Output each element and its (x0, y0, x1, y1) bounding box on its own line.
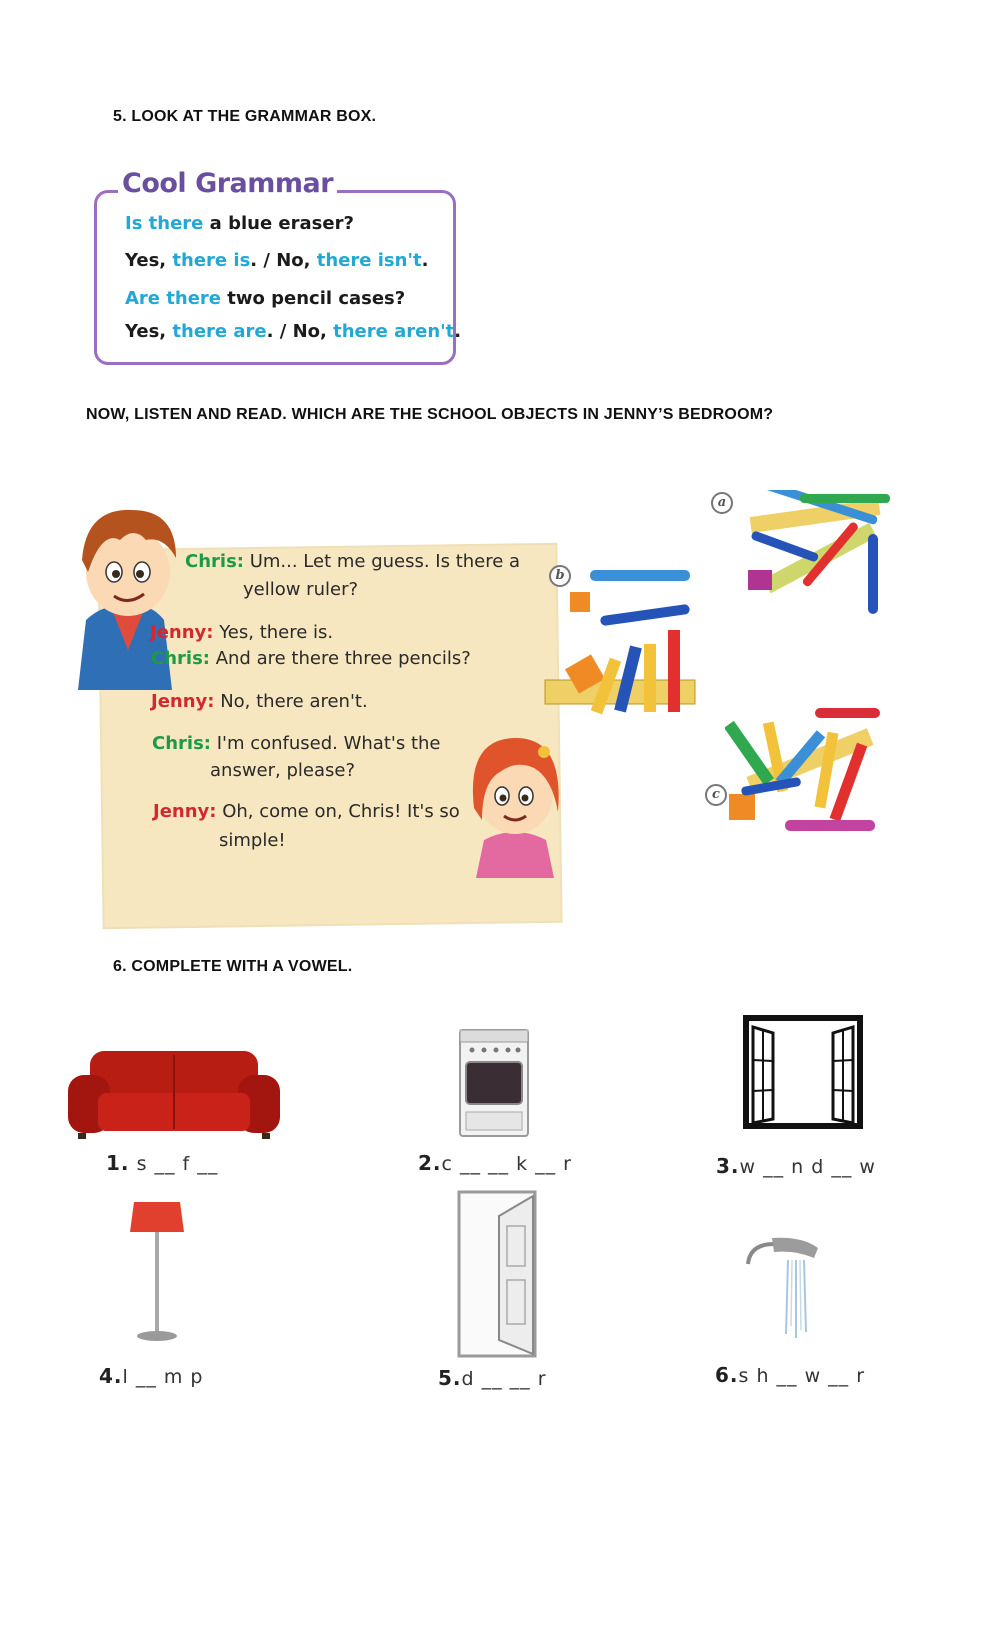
jenny-character-image (460, 728, 570, 878)
option-b-school-objects-image (540, 560, 705, 730)
item-2-cooker-pattern (418, 1151, 572, 1175)
speaker-jenny: Jenny: (151, 691, 215, 712)
door-image (455, 1190, 540, 1360)
word-blanks: w __ n d __ w (739, 1156, 876, 1178)
grammar-keyword: there isn't (316, 250, 422, 271)
word-blanks: d __ __ r (461, 1368, 547, 1390)
shower-image (744, 1234, 824, 1342)
word-blanks: s h __ w __ r (738, 1365, 866, 1387)
dialogue-line-3 (151, 648, 471, 669)
speaker-chris: Chris: (185, 551, 244, 572)
dialogue-text: Um... Let me guess. Is there a (243, 551, 521, 572)
grammar-text: Yes, (125, 321, 173, 342)
grammar-line-3 (125, 288, 405, 309)
option-a-school-objects-image (740, 490, 900, 630)
grammar-keyword: Are there (125, 288, 221, 309)
dialogue-line-5 (152, 733, 440, 754)
window-image (743, 1015, 863, 1129)
dialogue-line-2 (150, 622, 333, 643)
option-c-school-objects-image (725, 702, 890, 852)
option-c-label: c (705, 784, 727, 806)
word-blanks: c __ __ k __ r (441, 1153, 572, 1175)
grammar-line-4 (125, 321, 461, 342)
speaker-chris: Chris: (152, 733, 211, 754)
listen-read-instruction: NOW, LISTEN AND READ. WHICH ARE THE SCHOOL OBJECTS IN JENNY’S BEDROOM? (86, 406, 774, 423)
dialogue-line-1 (185, 551, 520, 572)
dialogue-text: No, there aren't. (214, 691, 368, 712)
grammar-keyword: there is (172, 250, 251, 271)
dialogue-line-1-cont: yellow ruler? (243, 579, 359, 600)
grammar-text: . / No, (266, 321, 334, 342)
word-blanks: s __ f __ (136, 1153, 219, 1175)
item-number: 3. (716, 1154, 740, 1178)
item-1-sofa-pattern (106, 1151, 218, 1175)
grammar-text: a blue eraser? (203, 213, 354, 234)
dialogue-text: Yes, there is. (213, 622, 334, 643)
grammar-line-1 (125, 213, 354, 234)
dialogue-line-6 (153, 801, 460, 822)
speaker-jenny: Jenny: (153, 801, 217, 822)
grammar-text: . / No, (250, 250, 317, 271)
grammar-keyword: there are (172, 321, 267, 342)
speaker-jenny: Jenny: (150, 622, 214, 643)
grammar-keyword: Is there (125, 213, 204, 234)
speaker-chris: Chris: (151, 648, 210, 669)
section-5-heading: 5. LOOK AT THE GRAMMAR BOX. (113, 108, 377, 125)
word-blanks: l __ m p (122, 1366, 204, 1388)
grammar-keyword: there aren't (333, 321, 455, 342)
section-6-heading: 6. COMPLETE WITH A VOWEL. (113, 958, 353, 975)
dialogue-line-5-cont: answer, please? (210, 760, 355, 781)
item-6-shower-pattern (715, 1363, 865, 1387)
dialogue-line-4 (151, 691, 368, 712)
grammar-text: . (454, 321, 462, 342)
grammar-text: . (421, 250, 429, 271)
grammar-title: Cool Grammar (118, 168, 337, 199)
item-number: 1. (106, 1151, 130, 1175)
grammar-text: two pencil cases? (221, 288, 406, 309)
lamp-image (122, 1196, 192, 1346)
item-number: 5. (438, 1366, 462, 1390)
option-a-label: a (711, 492, 733, 514)
item-number: 4. (99, 1364, 123, 1388)
item-4-lamp-pattern (99, 1364, 203, 1388)
item-5-door-pattern (438, 1366, 547, 1390)
dialogue-text: I'm confused. What's the (210, 733, 441, 754)
sofa-image (68, 1045, 280, 1140)
cooker-image (458, 1028, 530, 1138)
dialogue-text: And are there three pencils? (209, 648, 471, 669)
item-number: 2. (418, 1151, 442, 1175)
item-number: 6. (715, 1363, 739, 1387)
grammar-text: Yes, (125, 250, 173, 271)
dialogue-text: Oh, come on, Chris! It's so (216, 801, 460, 822)
dialogue-line-6-cont: simple! (219, 830, 286, 851)
item-3-window-pattern (716, 1154, 876, 1178)
option-b-label: b (549, 565, 571, 587)
grammar-line-2 (125, 250, 428, 271)
